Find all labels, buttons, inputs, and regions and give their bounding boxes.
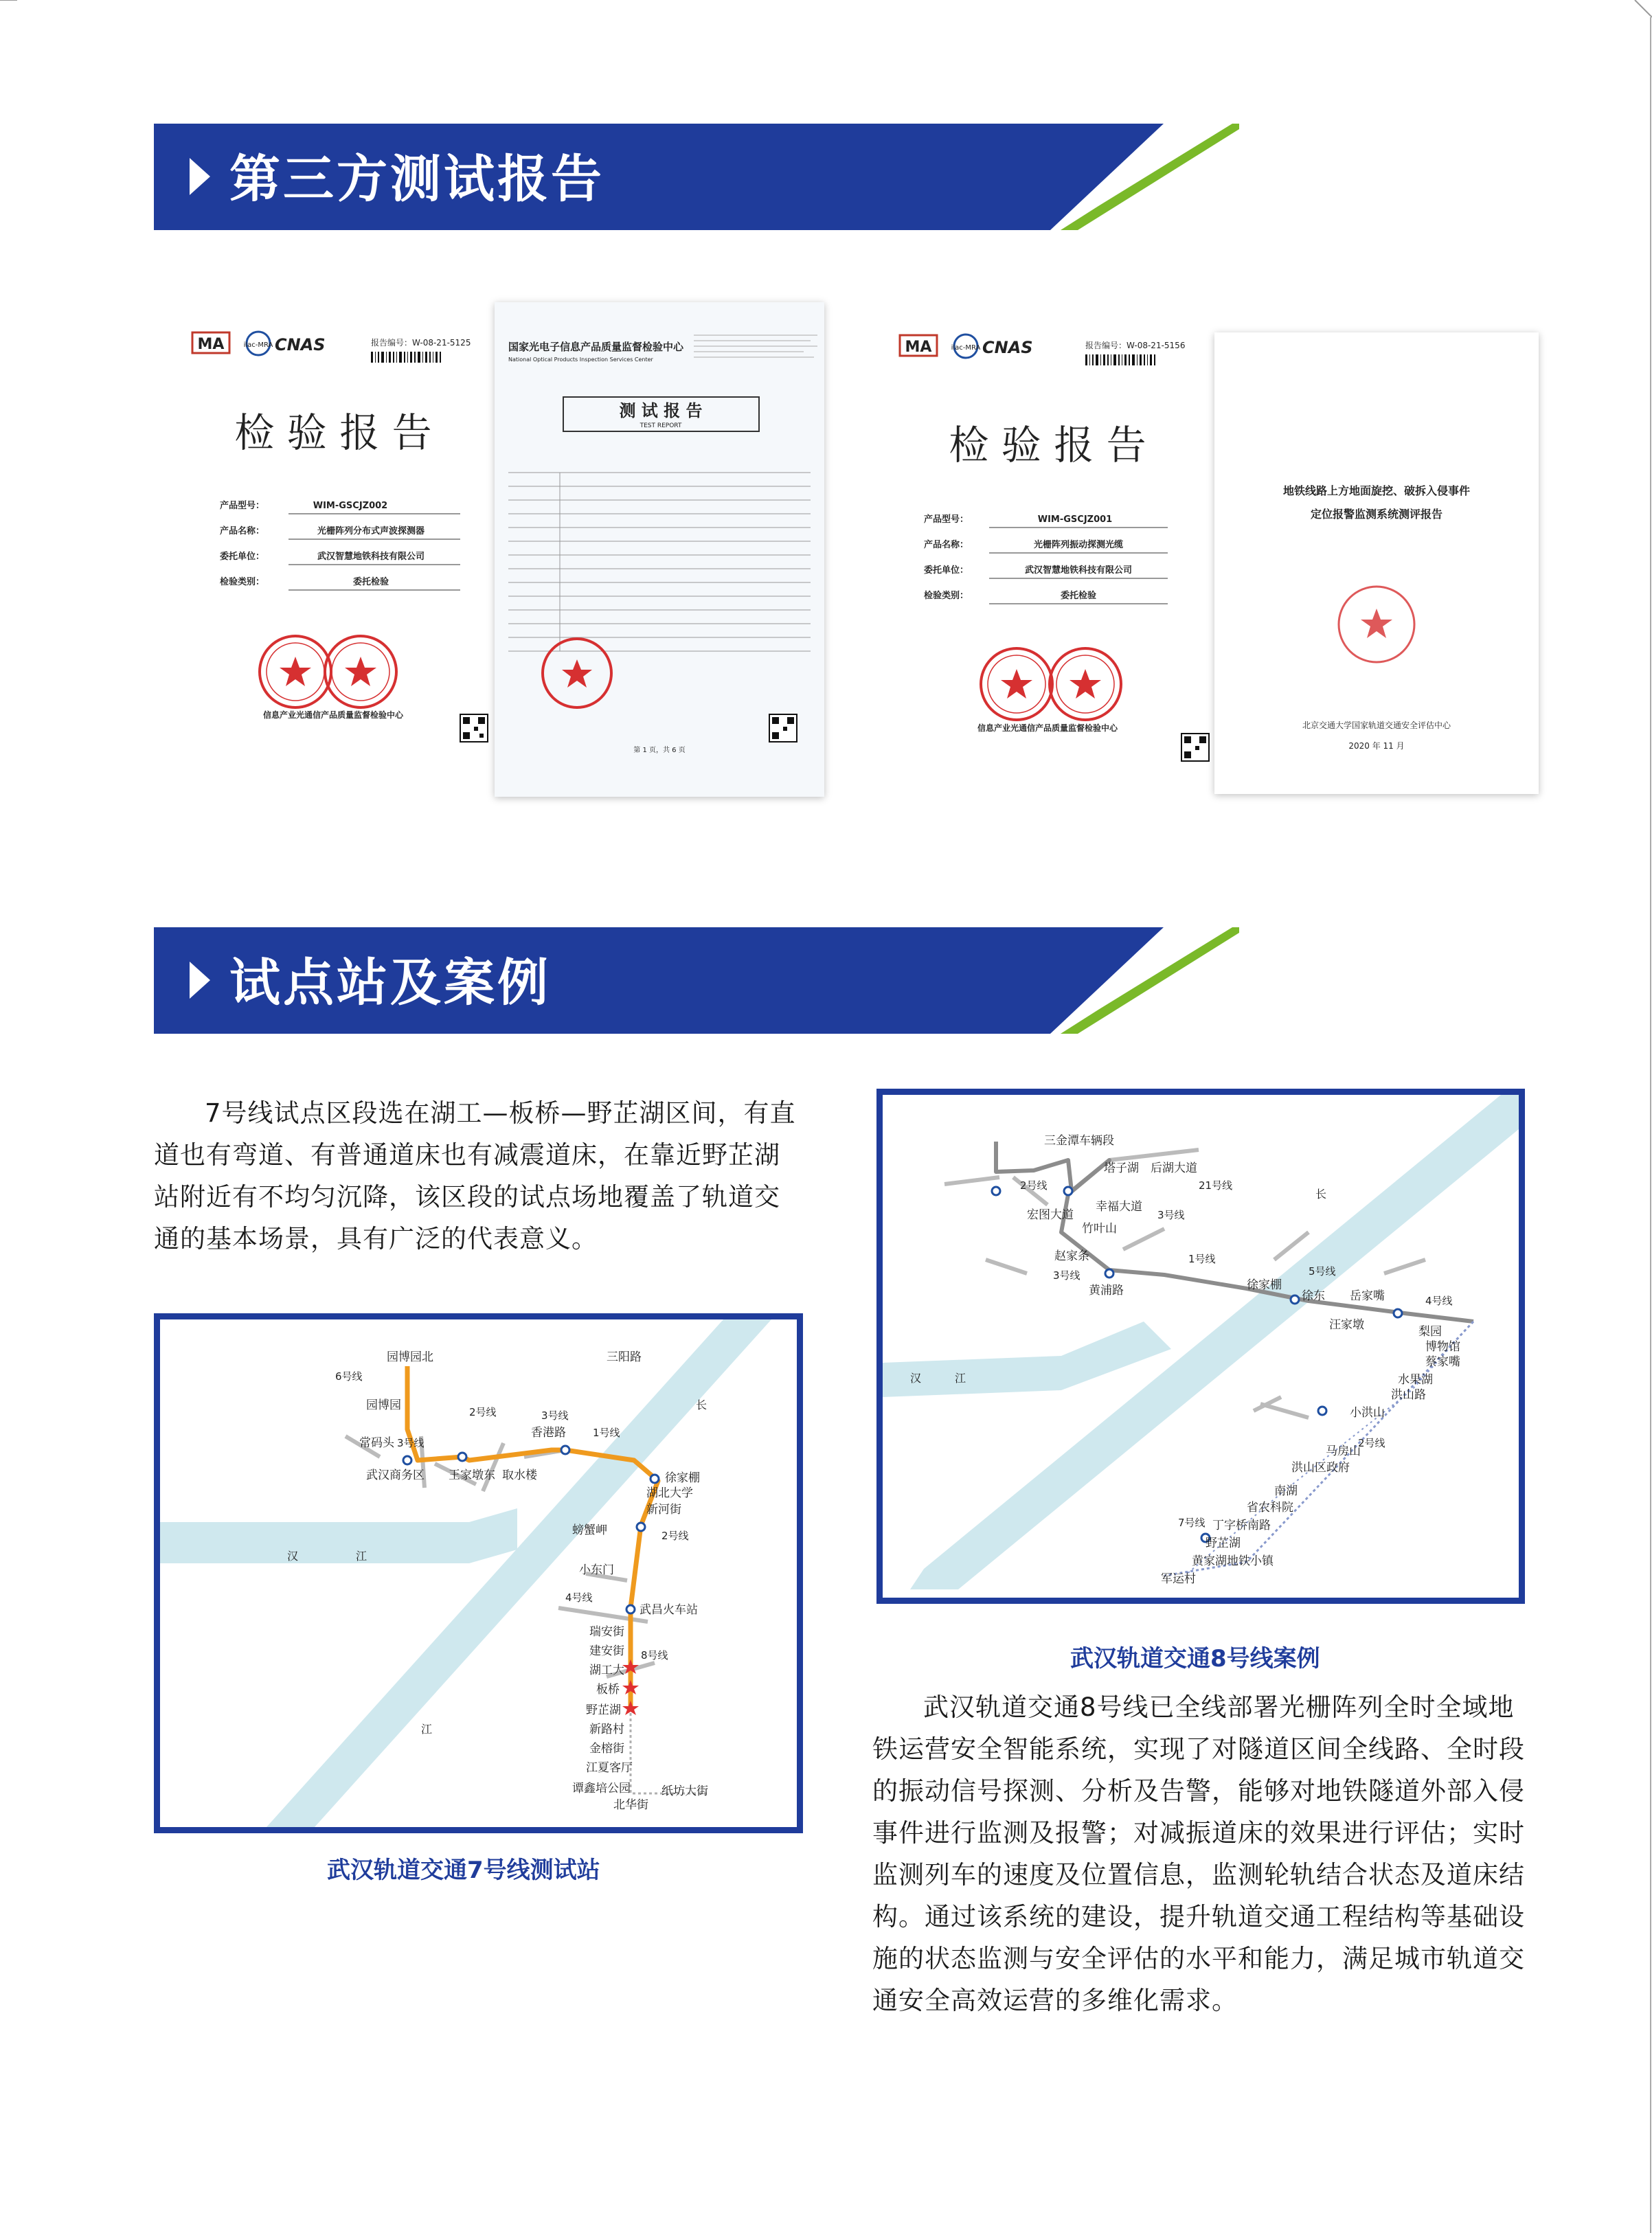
- line8-map: [876, 1089, 1525, 1604]
- station-label: 金榕街: [589, 1742, 624, 1756]
- station-label: 北华街: [613, 1798, 648, 1812]
- station-label: 梨园: [1418, 1325, 1442, 1339]
- station-label: 板桥: [596, 1683, 620, 1697]
- report-1-artwork: [172, 309, 495, 768]
- station-label: 螃蟹岬: [572, 1523, 607, 1537]
- row-label: 检验类别：: [924, 591, 969, 601]
- station-label: 岳家嘴: [1350, 1289, 1385, 1303]
- station-label: 马房山: [1326, 1444, 1361, 1458]
- line-label: 2号线: [661, 1530, 689, 1542]
- station-label: 赵家条: [1054, 1249, 1089, 1263]
- line-label: 8号线: [641, 1649, 668, 1662]
- line-label: 5号线: [1309, 1265, 1336, 1278]
- row-value: 武汉智慧地铁科技有限公司: [1024, 565, 1133, 576]
- play-arrow-icon: [190, 962, 210, 999]
- qr-code-icon: [460, 714, 488, 742]
- station-label: 园博园: [366, 1398, 401, 1412]
- line-label: 3号线: [1053, 1269, 1080, 1282]
- section-title: 第三方测试报告: [229, 150, 604, 209]
- station-label: 谭鑫培公园: [572, 1782, 631, 1795]
- line-label: 3号线: [1157, 1209, 1185, 1221]
- row-value: 委托检验: [1060, 591, 1097, 601]
- station-label: 后湖大道: [1151, 1161, 1197, 1175]
- row-label: 检验类别：: [220, 577, 265, 587]
- red-seal-icon: [325, 636, 396, 707]
- station-label: 野芷湖: [586, 1703, 621, 1717]
- station-label: 湖北大学: [646, 1486, 693, 1500]
- section-banner-pilot-cases: [154, 927, 1239, 1034]
- evaluation-date: 2020 年 11 月: [1348, 741, 1405, 751]
- row-value: WIM-GSCJZ002: [313, 501, 388, 511]
- station-label: 南湖: [1274, 1484, 1298, 1498]
- station-label: 黄家湖地铁小镇: [1192, 1554, 1274, 1568]
- station-label: 常码头: [359, 1436, 394, 1450]
- station-label: 水果湖: [1398, 1373, 1433, 1387]
- evaluation-title-line2: 定位报警监测系统测评报告: [1310, 508, 1443, 521]
- line-label: 2号线: [469, 1406, 497, 1418]
- station-label: 博物馆: [1425, 1340, 1460, 1354]
- cnas-logo: CNAS: [982, 338, 1033, 357]
- qr-code-icon: [1181, 734, 1209, 761]
- station-label: 宏图大道: [1027, 1208, 1074, 1222]
- river-label: 长: [1315, 1188, 1327, 1201]
- report-title: 检 验 报 告: [949, 422, 1146, 468]
- station-label: 幸福大道: [1096, 1200, 1142, 1214]
- station-label: 小洪山: [1350, 1406, 1385, 1420]
- barcode: [1085, 354, 1155, 365]
- ma-logo: MA: [905, 339, 932, 356]
- report-document-4: [1214, 332, 1539, 794]
- station-label: 小东门: [579, 1563, 614, 1577]
- line8-description: [872, 1686, 1532, 2021]
- line-label: 3号线: [541, 1409, 569, 1422]
- station-label: 塔子湖: [1104, 1161, 1139, 1175]
- station-label: 洪山路: [1391, 1388, 1426, 1402]
- station-label: 徐东: [1302, 1289, 1325, 1303]
- row-value: WIM-GSCJZ001: [1037, 514, 1113, 525]
- cnas-logo: CNAS: [275, 335, 326, 354]
- line8-caption: 武汉轨道交通8号线案例: [1070, 1645, 1320, 1673]
- line-label: 2号线: [1358, 1437, 1385, 1449]
- station-label: 瑞安街: [589, 1625, 624, 1639]
- line-label: 1号线: [593, 1427, 620, 1439]
- report-title: 检 验 报 告: [234, 409, 432, 456]
- row-label: 产品型号：: [220, 501, 265, 511]
- barcode: [371, 352, 441, 363]
- station-label: 湖工大: [589, 1664, 624, 1677]
- station-label: 武昌火车站: [640, 1603, 698, 1617]
- row-label: 产品名称：: [220, 526, 265, 536]
- station-label: 三阳路: [607, 1350, 642, 1364]
- station-label: 香港路: [531, 1426, 566, 1440]
- station-label: 徐家棚: [1247, 1278, 1282, 1292]
- report-footer: 信息产业光通信产品质量监督检验中心: [977, 723, 1118, 733]
- line8-map-canvas: [883, 1095, 1519, 1598]
- row-value: 委托检验: [352, 577, 389, 587]
- station-label: 园博园北: [387, 1350, 433, 1364]
- report-2-artwork: [495, 302, 824, 797]
- line-label: 3号线: [397, 1437, 425, 1449]
- report-page-number: 第 1 页，共 6 页: [633, 747, 686, 754]
- row-label: 委托单位：: [924, 565, 969, 576]
- report-footer: 信息产业光通信产品质量监督检验中心: [262, 710, 404, 720]
- red-seal-icon: [1050, 648, 1121, 720]
- row-label: 委托单位：: [220, 552, 265, 562]
- station-label: 纸坊大街: [661, 1784, 708, 1798]
- section-title: 试点站及案例: [229, 953, 551, 1012]
- report-4-artwork: [1214, 332, 1539, 794]
- red-seal-icon: [981, 648, 1052, 720]
- line7-map: [154, 1313, 803, 1833]
- station-label: 王家墩东: [449, 1469, 495, 1482]
- row-value: 光栅阵列振动探测光缆: [1033, 540, 1124, 550]
- report-number: 报告编号：W-08-21-5156: [1085, 341, 1186, 350]
- line7-description: [154, 1092, 803, 1260]
- station-label: 新路村: [589, 1723, 624, 1736]
- line-label: 6号线: [335, 1370, 363, 1383]
- river-label: 江: [356, 1550, 367, 1563]
- report-number: 报告编号：W-08-21-5125: [371, 338, 471, 348]
- station-label: 军运村: [1161, 1572, 1196, 1586]
- line7-paragraph: 7号线试点区段选在湖工—板桥—野芷湖区间，有直道也有弯道、有普通道床也有减震道床，在靠近野芷湖站附近有不均匀沉降，该区段的试点场地覆盖了轨道交通的基本场景，具有广泛的代表意义。: [154, 1098, 796, 1254]
- qr-code-icon: [769, 714, 797, 742]
- line-label: 21号线: [1199, 1179, 1233, 1192]
- station-label: 洪山区政府: [1291, 1461, 1350, 1475]
- station-label: 蔡家嘴: [1425, 1355, 1460, 1369]
- evaluation-title-line1: 地铁线路上方地面旋挖、破拆入侵事件: [1282, 484, 1471, 497]
- test-report-title: 测 试 报 告: [619, 400, 703, 420]
- station-label: 建安街: [589, 1644, 624, 1658]
- river-label: 长: [696, 1398, 708, 1412]
- station-label: 野芷湖: [1206, 1537, 1241, 1550]
- line8-paragraph: 武汉轨道交通8号线已全线部署光栅阵列全时全域地铁运营安全智能系统，实现了对隧道区间全线路、全时段的振动信号探测、分析及告警，能够对地铁隧道外部入侵事件进行监测及报警；对减振道床的效果进行评估；实时监测列车的速度及位置信息，监测轮轨结合状态及道床结构。通过该系统的建设，提升轨道交通工程结构等基础设施的状态监测与安全评估的水平和能力，满足城市轨道交通安全高效运营的多维化需求。: [872, 1692, 1525, 2015]
- ilac-logo: ilac-MRA: [243, 341, 273, 349]
- report-center: 国家光电子信息产品质量监督检验中心: [508, 341, 684, 353]
- report-3-artwork: [879, 308, 1216, 769]
- station-label: 武汉商务区: [366, 1469, 425, 1482]
- report-center-en: National Optical Products Inspection Services Center: [508, 356, 653, 363]
- river-label: 汉: [910, 1372, 922, 1385]
- play-arrow-icon: [190, 158, 210, 195]
- station-label: 汪家墩: [1329, 1318, 1364, 1332]
- station-label: 省农科院: [1247, 1501, 1293, 1515]
- ma-logo: MA: [197, 336, 225, 353]
- row-label: 产品型号：: [924, 514, 969, 525]
- station-label: 徐家棚: [665, 1471, 700, 1485]
- evaluation-issuer: 北京交通大学国家轨道交通安全评估中心: [1302, 721, 1451, 730]
- station-label: 黄浦路: [1089, 1284, 1124, 1297]
- row-label: 产品名称：: [924, 540, 969, 550]
- station-label: 丁字桥南路: [1212, 1519, 1271, 1532]
- river-label: 江: [421, 1723, 433, 1736]
- line-label: 4号线: [565, 1591, 593, 1604]
- station-label: 新河街: [646, 1503, 681, 1517]
- report-document-2: [495, 302, 824, 797]
- line-label: 1号线: [1188, 1253, 1216, 1265]
- section-banner-test-reports: [154, 124, 1239, 230]
- station-label: 竹叶山: [1082, 1222, 1117, 1236]
- row-value: 武汉智慧地铁科技有限公司: [317, 552, 425, 562]
- row-value: 光栅阵列分布式声波探测器: [317, 526, 425, 536]
- ilac-logo: ilac-MRA: [951, 344, 981, 352]
- red-seal-icon: [260, 636, 331, 707]
- red-seal-icon: [1339, 587, 1414, 662]
- station-label: 江夏客厅: [586, 1761, 633, 1775]
- river-label: 江: [955, 1372, 966, 1385]
- river-label: 汉: [287, 1550, 299, 1563]
- station-label: 三金潭车辆段: [1044, 1134, 1114, 1148]
- line7-map-canvas: [160, 1319, 797, 1827]
- line-label: 2号线: [1020, 1179, 1048, 1192]
- line-label: 4号线: [1425, 1295, 1453, 1307]
- line7-caption: 武汉轨道交通7号线测试站: [327, 1857, 600, 1884]
- line-label: 7号线: [1178, 1517, 1206, 1529]
- report-document-1: [172, 309, 495, 768]
- report-document-3: [879, 308, 1216, 769]
- station-label: 取水楼: [502, 1469, 537, 1482]
- test-report-title-en: TEST REPORT: [640, 422, 682, 429]
